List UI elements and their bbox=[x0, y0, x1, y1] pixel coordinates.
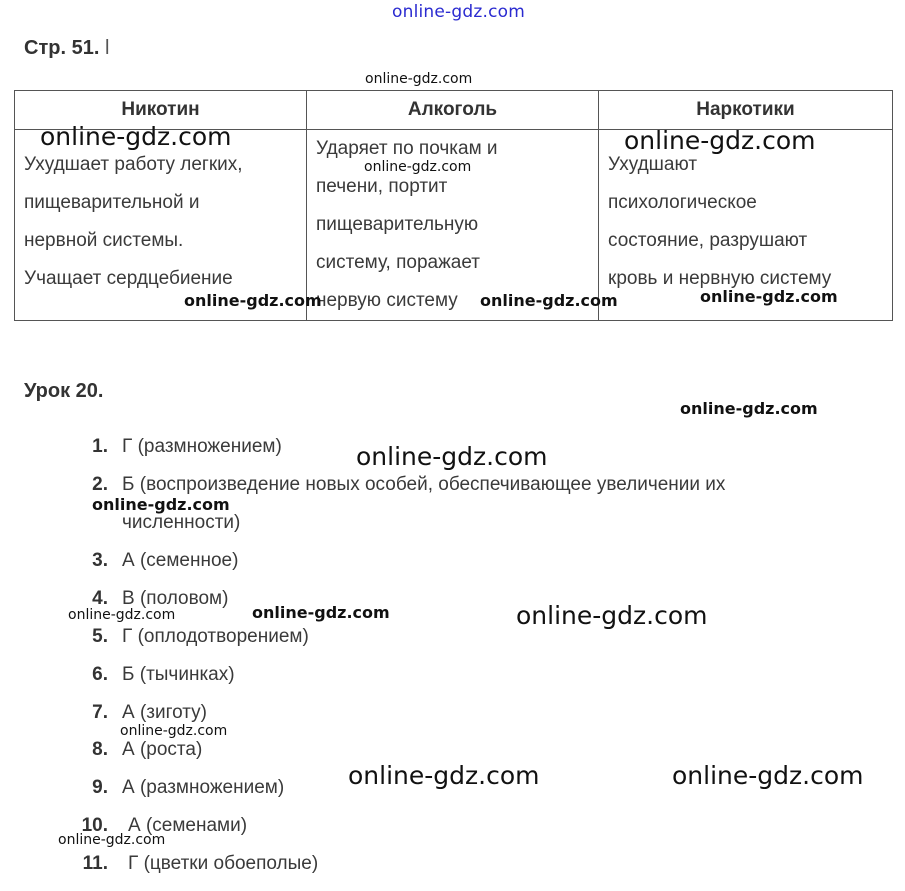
answer-text-continued: численности) bbox=[122, 512, 241, 533]
answer-text: Г (цветки обоеполые) bbox=[128, 853, 319, 874]
cell-line: Ударяет по почкам и bbox=[316, 138, 498, 159]
answer-number: 9. bbox=[92, 777, 108, 798]
cell-line: Ухудшает работу легких, bbox=[24, 154, 243, 175]
watermark: online-gdz.com bbox=[480, 291, 618, 310]
watermark: online-gdz.com bbox=[252, 603, 390, 622]
answer-number: 11. bbox=[82, 853, 108, 874]
top-watermark: online-gdz.com bbox=[392, 2, 526, 22]
watermark: online-gdz.com bbox=[624, 126, 816, 155]
cell-line: состояние, разрушают bbox=[608, 230, 808, 251]
cell-line: нервую систему bbox=[316, 290, 458, 311]
watermark: online-gdz.com bbox=[700, 287, 838, 306]
watermark: online-gdz.com bbox=[348, 761, 540, 790]
answer-text: Г (размножением) bbox=[122, 436, 282, 457]
answer-text: Б (тычинках) bbox=[122, 664, 235, 685]
cell-line: Учащает сердцебиение bbox=[24, 268, 233, 289]
cell-line: нервной системы. bbox=[24, 230, 184, 251]
watermark: online-gdz.com bbox=[58, 832, 166, 848]
header-drugs: Наркотики bbox=[599, 91, 893, 130]
header-alcohol: Алкоголь bbox=[307, 91, 599, 130]
cell-line: кровь и нервную систему bbox=[608, 268, 832, 289]
answer-text: А (роста) bbox=[122, 739, 203, 760]
watermark: online-gdz.com bbox=[120, 723, 228, 739]
watermark: online-gdz.com bbox=[92, 495, 230, 514]
cell-line: печени, портит bbox=[316, 176, 448, 197]
answer-number: 10. bbox=[81, 815, 108, 836]
answer-text: А (зиготу) bbox=[122, 702, 208, 723]
answer-number: 2. bbox=[92, 474, 108, 495]
watermark: online-gdz.com bbox=[672, 761, 864, 790]
answer-number: 6. bbox=[92, 664, 108, 685]
answer-text: А (семенное) bbox=[122, 550, 239, 571]
answer-number: 7. bbox=[92, 702, 108, 723]
section-heading bbox=[24, 37, 109, 60]
answer-text: А (семенами) bbox=[128, 815, 248, 836]
watermark: online-gdz.com bbox=[184, 291, 322, 310]
header-nicotine: Никотин bbox=[15, 91, 307, 130]
answer-text: Г (оплодотворением) bbox=[122, 626, 309, 647]
text-cursor: l bbox=[104, 37, 110, 59]
answer-text: В (половом) bbox=[122, 588, 229, 609]
watermark: online-gdz.com bbox=[365, 71, 473, 87]
watermark: online-gdz.com bbox=[516, 601, 708, 630]
watermark: online-gdz.com bbox=[680, 399, 818, 418]
answer-number: 4. bbox=[92, 588, 108, 609]
cell-line: систему, поражает bbox=[316, 252, 481, 273]
cell-line: психологическое bbox=[608, 192, 757, 213]
section-heading-text: Стр. 51. bbox=[24, 37, 100, 59]
answer-text: Б (воспроизведение новых особей, обеспечивающее увеличении их bbox=[122, 474, 726, 495]
cell-line: пищеварительную bbox=[316, 214, 479, 235]
watermark: online-gdz.com bbox=[40, 122, 232, 151]
answer-number: 1. bbox=[92, 436, 108, 457]
lesson-heading: Урок 20. bbox=[24, 380, 104, 402]
answer-number: 3. bbox=[92, 550, 108, 571]
answer-number: 8. bbox=[92, 739, 108, 760]
watermark: online-gdz.com bbox=[356, 442, 548, 471]
answer-text: А (размножением) bbox=[122, 777, 285, 798]
cell-line: Ухудшают bbox=[608, 154, 698, 175]
cell-line: пищеварительной и bbox=[24, 192, 200, 213]
watermark: online-gdz.com bbox=[68, 607, 176, 623]
answer-number: 5. bbox=[92, 626, 108, 647]
watermark: online-gdz.com bbox=[364, 159, 472, 175]
